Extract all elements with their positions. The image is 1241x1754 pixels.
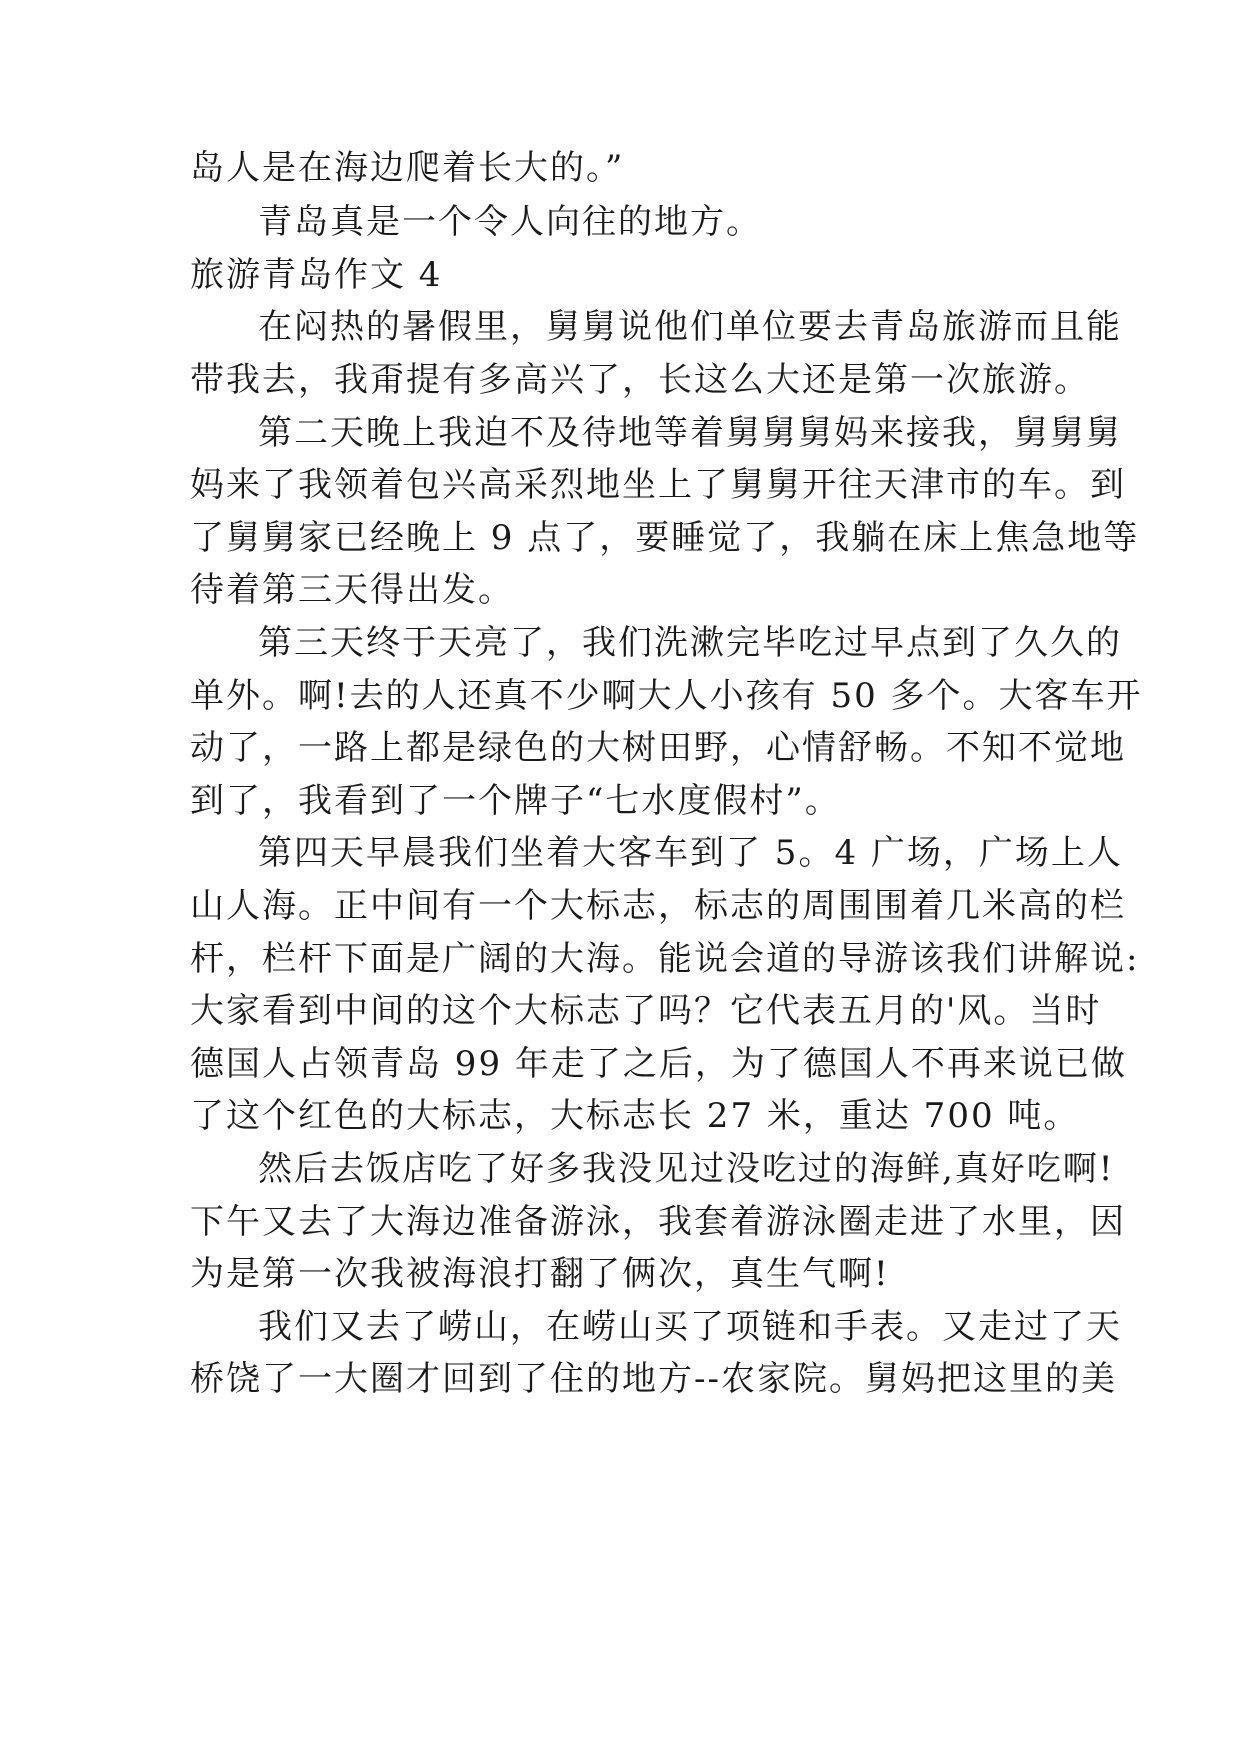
paragraph-first-line: 第四天早晨我们坐着大客车到了 5。4 广场，广场上人 [258,833,1123,873]
section-heading: 旅游青岛作文 4 [190,255,443,295]
paragraph-first-line: 然后去饭店吃了好多我没见过没吃过的海鲜,真好吃啊! [258,1149,1115,1189]
text-line: 山人海。正中间有一个大标志，标志的周围围着几米高的栏 [190,886,1126,926]
text-line: 待着第三天得出发。 [190,570,514,610]
text-line: 到了，我看到了一个牌子“七水度假村”。 [190,781,841,821]
text-line: 桥饶了一大圈才回到了住的地方--农家院。舅妈把这里的美 [190,1359,1117,1399]
paragraph-first-line: 我们又去了崂山，在崂山买了项链和手表。又走过了天 [258,1307,1122,1347]
text-line: 德国人占领青岛 99 年走了之后，为了德国人不再来说已做 [190,1044,1127,1084]
paragraph-first-line: 第三天终于天亮了，我们洗漱完毕吃过早点到了久久的 [258,623,1122,663]
text-line: 大家看到中间的这个大标志了吗？它代表五月的'风。当时 [190,991,1102,1031]
text-line: 妈来了我领着包兴高采烈地坐上了舅舅开往天津市的车。到 [190,465,1126,505]
text-line: 杆，栏杆下面是广阔的大海。能说会道的导游该我们讲解说: [190,939,1140,979]
text-line: 带我去，我甭提有多高兴了，长这么大还是第一次旅游。 [190,360,1090,400]
paragraph-first-line: 在闷热的暑假里，舅舅说他们单位要去青岛旅游而且能 [258,307,1122,347]
text-line: 为是第一次我被海浪打翻了俩次，真生气啊! [190,1254,890,1294]
text-line: 单外。啊!去的人还真不少啊大人小孩有 50 多个。大客车开 [190,676,1143,716]
text-line: 了舅舅家已经晚上 9 点了，要睡觉了，我躺在床上焦急地等 [190,518,1140,558]
text-line: 岛人是在海边爬着长大的。” [190,148,625,188]
text-line: 动了，一路上都是绿色的大树田野，心情舒畅。不知不觉地 [190,728,1126,768]
text-line: 了这个红色的大标志，大标志长 27 米，重达 700 吨。 [190,1096,1080,1136]
paragraph-first-line: 第二天晚上我迫不及待地等着舅舅舅妈来接我，舅舅舅 [258,413,1122,453]
paragraph-first-line: 青岛真是一个令人向往的地方。 [258,202,762,242]
text-line: 下午又去了大海边准备游泳，我套着游泳圈走进了水里，因 [190,1202,1126,1242]
